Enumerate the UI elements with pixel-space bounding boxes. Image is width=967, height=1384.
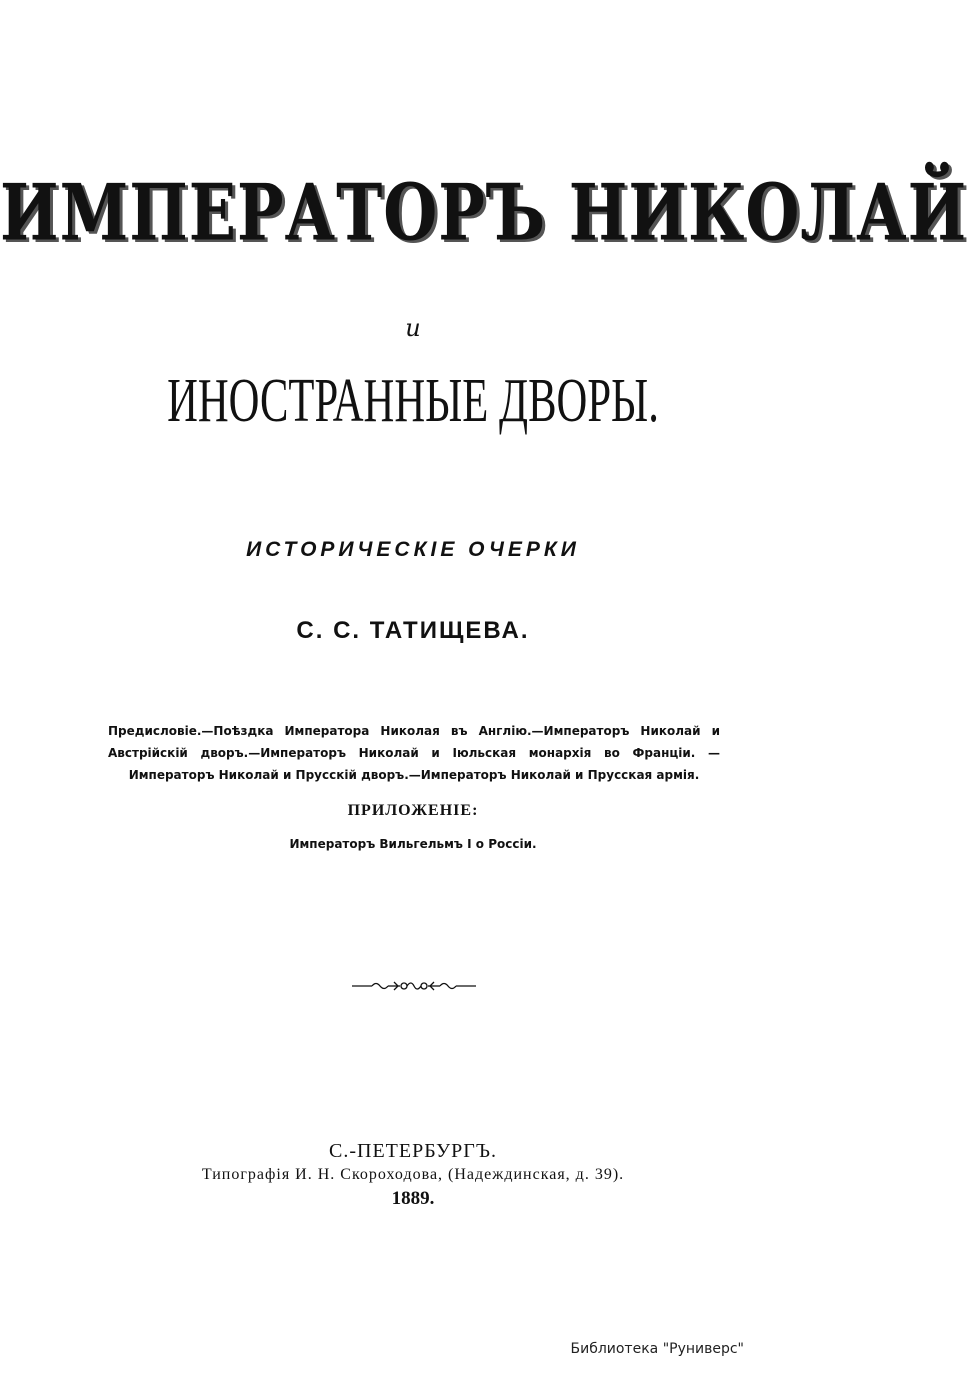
table-of-contents: Предисловіе.—Поѣздка Императора Николая въ Англію.—Императоръ Николай и Австрійскій дворъ.—Императоръ Николай и Іюльская монархія во Франціи. — Императоръ Николай и Прусскій дворъ.—Императоръ Николай и Прусская армія. (108, 724, 720, 782)
imprint-year: 1889. (391, 1188, 435, 1209)
fleuron-ornament-icon (350, 978, 478, 994)
library-watermark: Библиотека "Руниверс" (570, 1341, 744, 1357)
subtitle: ИСТОРИЧЕСКІЕ ОЧЕРКИ (246, 538, 580, 561)
appendix-item: Императоръ Вильгельмъ I о Россіи. (289, 837, 537, 851)
sub-title: ИНОСТРАННЫЕ ДВОРЫ. (167, 367, 659, 436)
appendix-heading: ПРИЛОЖЕНІЕ: (347, 802, 479, 819)
title-conjunction: и (405, 314, 421, 342)
main-title: ИМПЕРАТОРЪ НИКОЛАЙ (0, 166, 967, 258)
imprint-city: С.-ПЕТЕРБУРГЪ. (329, 1140, 497, 1162)
author: С. С. ТАТИЩЕВА. (296, 617, 530, 644)
imprint-printer: Типографія И. Н. Скороходова, (Надеждинская, д. 39). (201, 1166, 625, 1183)
